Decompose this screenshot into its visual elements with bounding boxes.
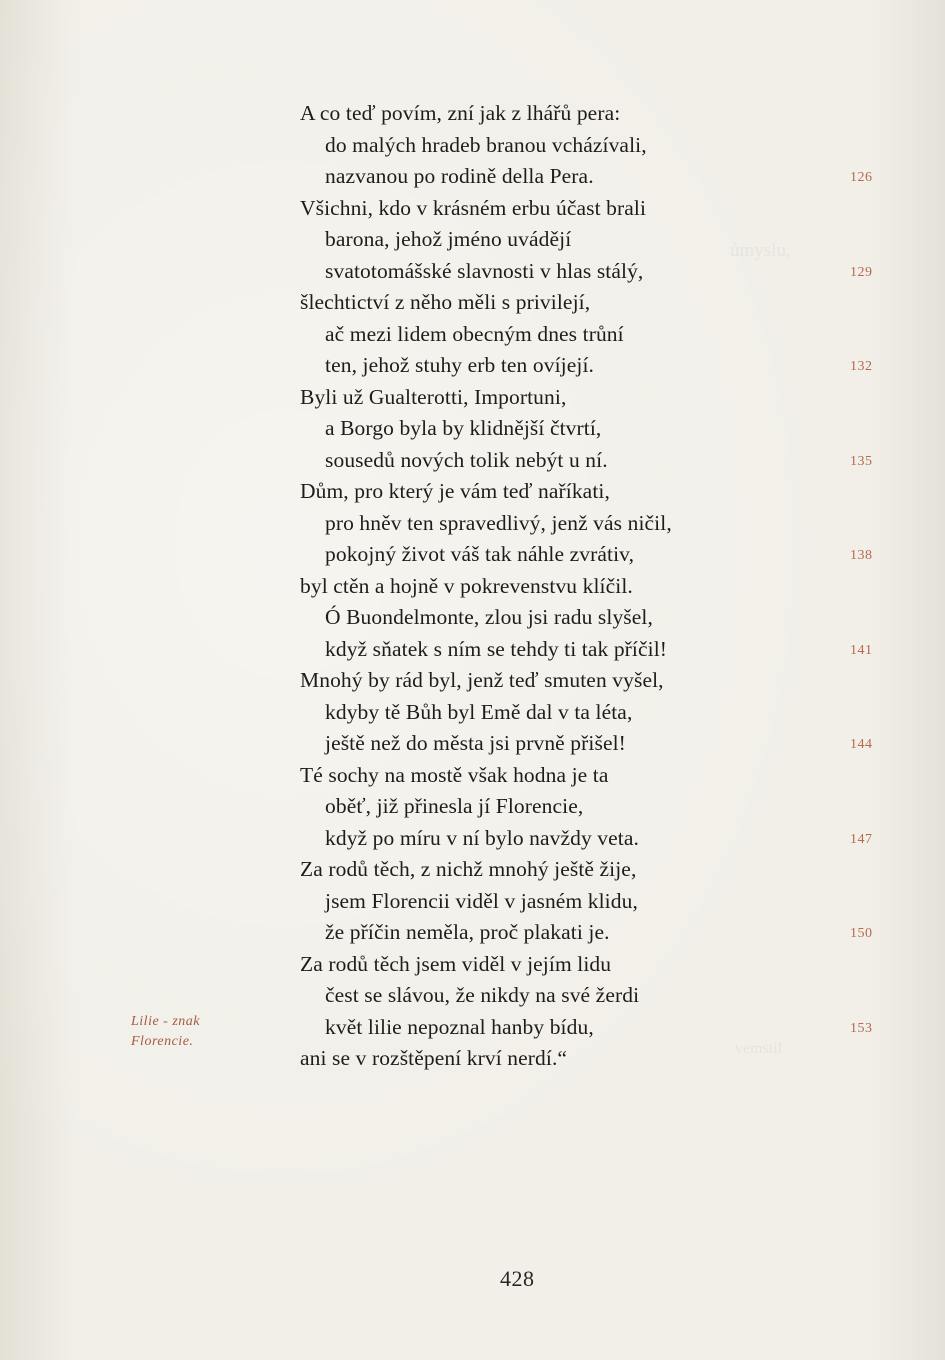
page-number: 428 <box>500 1266 535 1291</box>
verse-line: sousedů nových tolik nebýt u ní. <box>325 447 608 472</box>
verse-line: šlechtictví z něho měli s privilejí, <box>300 290 591 314</box>
verse-line: a Borgo byla by klidnější čtvrtí, <box>325 416 602 440</box>
verse-line: nazvanou po rodině della Pera. <box>325 164 594 188</box>
verse-line: ač mezi lidem obecným dnes trůní <box>325 321 624 346</box>
verse-line: jsem Florencii viděl v jasném klidu, <box>325 888 638 913</box>
verse-line: svatotomášské slavnosti v hlas stálý, <box>325 258 644 283</box>
verse-line: ještě než do města jsi prvně přišel! <box>325 731 626 755</box>
verse-line: byl ctěn a hojně v pokrevenstvu klíčil. <box>300 573 633 598</box>
verse-line: A co teď povím, zní jak z lhářů pera: <box>300 101 621 125</box>
line-number: 126 <box>850 170 873 185</box>
verse-line: Ó Buondelmonte, zlou jsi radu slyšel, <box>325 605 653 629</box>
verse-line: květ lilie nepoznal hanby bídu, <box>325 1014 594 1039</box>
verse-line: pokojný život váš tak náhle zvrátiv, <box>325 542 635 566</box>
line-number: 129 <box>850 264 873 280</box>
verse-line: barona, jehož jméno uvádějí <box>325 227 572 251</box>
verse-line: Všichni, kdo v krásném erbu účast brali <box>300 195 647 220</box>
verse-line: Za rodů těch jsem viděl v jejím lidu <box>300 951 612 976</box>
verse-line: čest se slávou, že nikdy na své žerdi <box>325 983 640 1007</box>
line-number: 153 <box>850 1020 873 1036</box>
line-number: 144 <box>850 737 873 752</box>
line-number: 147 <box>850 831 873 847</box>
verse-line: že příčin neměla, proč plakati je. <box>325 920 610 944</box>
line-number: 132 <box>850 359 873 374</box>
show-through-text: ůmyslu, <box>730 240 791 261</box>
line-number: 135 <box>850 453 873 469</box>
verse-line: když po míru v ní bylo navždy veta. <box>325 825 639 850</box>
line-number: 141 <box>850 642 873 658</box>
verse-line: do malých hradeb branou vcházívali, <box>325 132 647 157</box>
margin-note-line: Florencie. <box>131 1034 194 1049</box>
verse-line: ani se v rozštěpení krví nerdí.“ <box>300 1046 568 1070</box>
verse-line: Té sochy na mostě však hodna je ta <box>300 762 609 787</box>
verse-line: Dům, pro který je vám teď naříkati, <box>300 479 610 503</box>
verse-line: pro hněv ten spravedlivý, jenž vás ničil, <box>325 510 672 535</box>
margin-note-line: Lilie - znak <box>131 1014 200 1029</box>
line-number: 138 <box>850 548 873 563</box>
verse-line: ten, jehož stuhy erb ten ovíjejí. <box>325 353 594 377</box>
show-through-text: vemstil <box>735 1040 783 1057</box>
verse-line: Za rodů těch, z nichž mnohý ještě žije, <box>300 857 637 881</box>
margin-note <box>131 1012 251 1052</box>
verse-line: kdyby tě Bůh byl Emě dal v ta léta, <box>325 699 633 724</box>
verse-line: Mnohý by rád byl, jenž teď smuten vyšel, <box>300 668 664 692</box>
verse-line: když sňatek s ním se tehdy ti tak příčil! <box>325 636 668 661</box>
line-number: 150 <box>850 926 873 941</box>
poem-verse <box>300 98 800 1075</box>
verse-line: Byli už Gualterotti, Importuni, <box>300 384 567 409</box>
verse-line: oběť, již přinesla jí Florencie, <box>325 794 584 818</box>
